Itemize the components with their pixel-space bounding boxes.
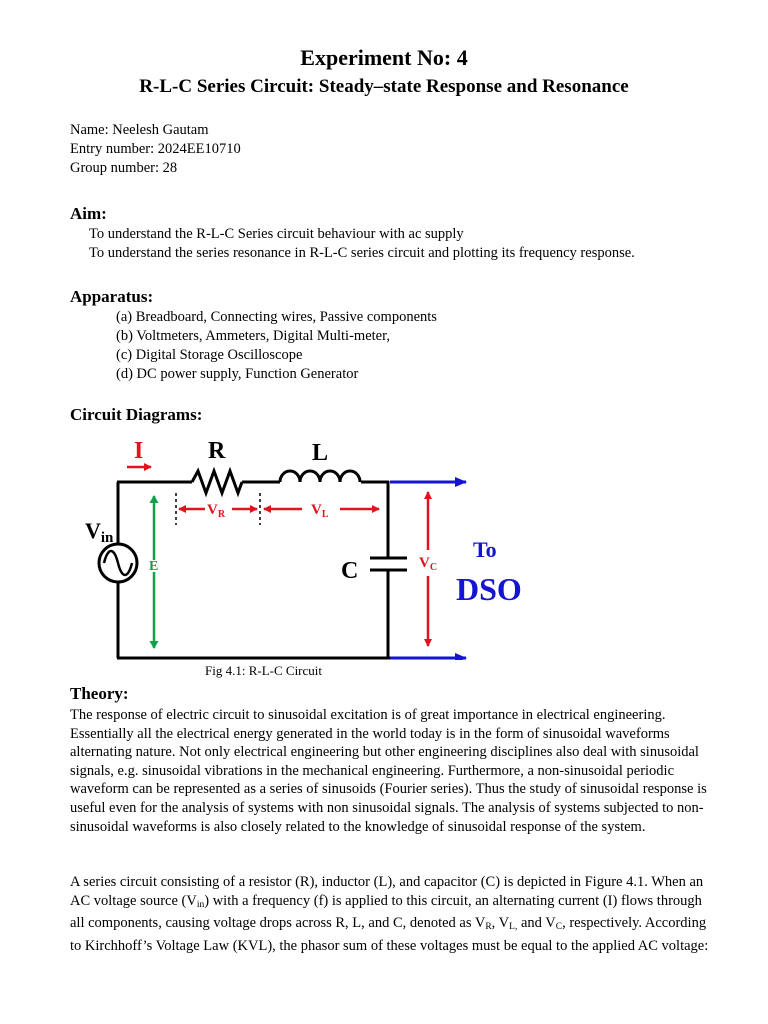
vc-label-sub: C xyxy=(429,562,438,573)
group-number: Group number: 28 xyxy=(70,160,178,176)
theory-paragraph-2: A series circuit consisting of a resistor (R), inductor (L), and capacitor (C) is depicted in Figure 4.1. When an AC voltage source $(V_{in})$ with a frequency (f) is applied to this circuit, an alternating current (I) flows through all components, causing voltage drops across R, L, and C, denoted as $V_R$, $V_{L,}$ and $V_C$, respectively. According to Kirchhoff’s Voltage Law (KVL), the phasor sum of these voltages must be equal to the applied AC voltage: xyxy=(70,874,709,954)
student-name: Name: Neelesh Gautam xyxy=(70,122,209,138)
source-label-sub: in xyxy=(100,530,114,546)
apparatus-item xyxy=(116,328,390,345)
theory-paragraph-1: The response of electric circuit to sinusoidal excitation is of great importance in electrical engineering. Essentially all the electrical energy generated in the world today is in the form of sinusoidal waveforms alternating nature. Not only electrical engineering but other engineering disciplines also deal with sinusoidal signals, e.g. sinusoidal vibrations in the mechanical engineering. Furthermore, a non-sinusoidal periodic waveform can be represented as a series of sinusoids (Fourier series). Thus the study of sinusoidal response is useful even for the analysis of systems with non sinusoidal signals. The analysis of systems subjected to non-sinusoidal waveforms is also closely related to the knowledge of sinusoidal response of the system. xyxy=(70,707,707,835)
vl-label-main: V xyxy=(311,502,322,518)
to-label: To xyxy=(473,537,497,562)
item-text: Digital Storage Oscilloscope xyxy=(135,347,303,363)
dso-label: DSO xyxy=(456,571,522,607)
aim-line-1: To understand the R-L-C Series circuit behaviour with ac supply xyxy=(89,226,464,242)
item-marker: (b) xyxy=(116,328,133,344)
aim-line-2: To understand the series resonance in R-L-C series circuit and plotting its frequency response. xyxy=(89,245,635,261)
resistor-symbol xyxy=(192,471,242,493)
circuit-heading: Circuit Diagrams: xyxy=(70,405,203,424)
source-label-main: V xyxy=(85,518,101,543)
inductor-symbol xyxy=(280,471,360,482)
current-label: I xyxy=(134,438,144,464)
resistor-label: R xyxy=(208,438,226,464)
vc-label xyxy=(419,555,437,573)
item-marker: (c) xyxy=(116,347,133,363)
apparatus-heading: Apparatus: xyxy=(70,287,154,306)
item-marker: (a) xyxy=(116,309,133,325)
figure-caption: Fig 4.1: R-L-C Circuit xyxy=(205,663,322,678)
item-text: DC power supply, Function Generator xyxy=(136,366,359,382)
theory-heading: Theory: xyxy=(70,684,129,703)
item-text: Breadboard, Connecting wires, Passive components xyxy=(135,309,437,325)
entry-number: Entry number: 2024EE10710 xyxy=(70,141,241,157)
capacitor-symbol xyxy=(370,558,407,570)
rlc-circuit-diagram xyxy=(0,430,768,660)
experiment-title: Experiment No: 4 xyxy=(300,45,468,70)
apparatus-item xyxy=(116,347,302,364)
ac-source-symbol xyxy=(99,544,137,582)
vr-label-main: V xyxy=(207,502,218,518)
vr-label xyxy=(207,502,226,520)
source-label xyxy=(85,518,114,546)
experiment-subtitle: R-L-C Series Circuit: Steady–state Response and Resonance xyxy=(139,76,629,97)
aim-heading: Aim: xyxy=(70,204,107,223)
vl-label-sub: L xyxy=(321,509,329,520)
item-marker: (d) xyxy=(116,366,133,382)
item-text: Voltmeters, Ammeters, Digital Multi-meter, xyxy=(136,328,390,344)
vr-label-sub: R xyxy=(217,509,226,520)
emf-label: E xyxy=(149,559,159,574)
apparatus-item xyxy=(116,366,358,383)
apparatus-item xyxy=(116,309,437,326)
vc-label-main: V xyxy=(419,555,430,571)
vl-label xyxy=(311,502,329,520)
inductor-label: L xyxy=(312,440,329,466)
capacitor-label: C xyxy=(341,558,359,584)
